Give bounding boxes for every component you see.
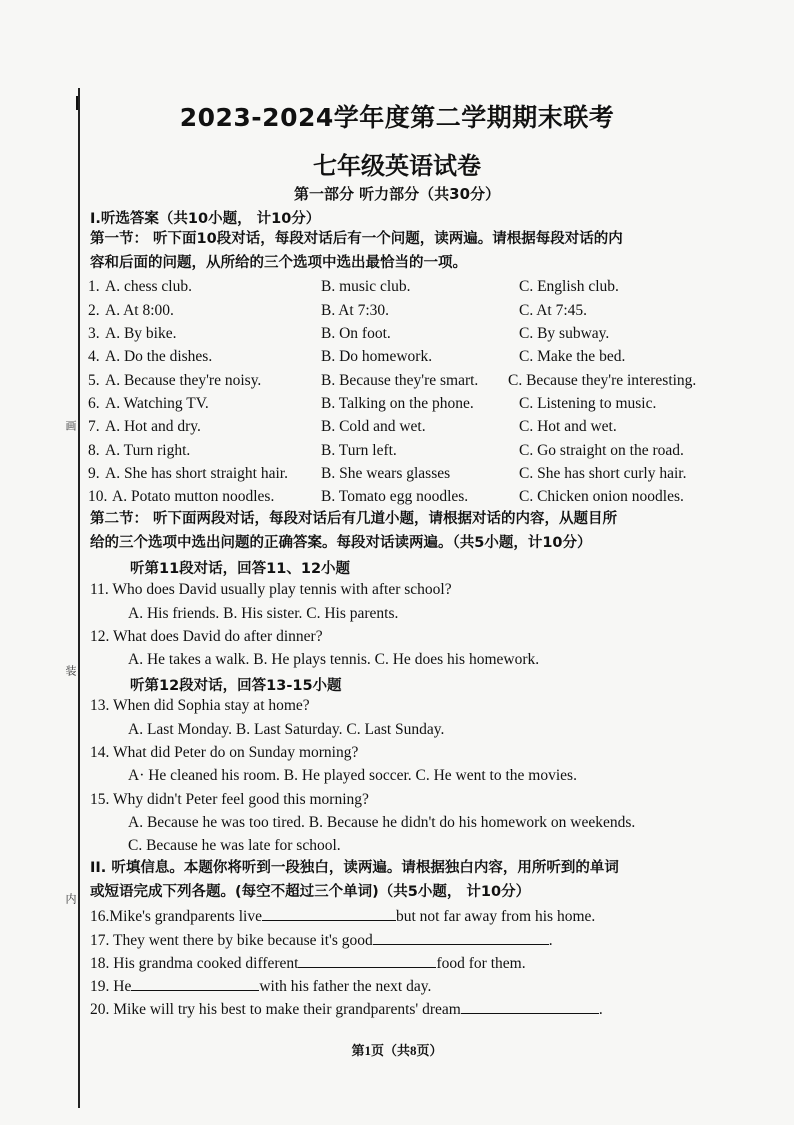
option-b: B. Do homework. (321, 348, 433, 365)
question-19-text: 19. He (90, 978, 132, 995)
question-13: 13. When did Sophia stay at home? (90, 697, 310, 714)
question-16-text: 16.Mike's grandparents live (90, 908, 262, 925)
option-b: B. Cold and wet. (321, 418, 426, 435)
option-b: B. Turn left. (321, 442, 397, 459)
option-c: C. English club. (519, 278, 619, 295)
section2-instructions-line2: 或短语完成下列各题。(每空不超过三个单词)（共5小题， 计10分） (90, 884, 531, 900)
dialogue-11-heading: 听第11段对话，回答11、12小题 (130, 561, 351, 577)
question-15: 15. Why didn't Peter feel good this morning? (90, 791, 369, 808)
dialogue-12-heading: 听第12段对话，回答13-15小题 (130, 678, 342, 694)
option-b: B. On foot. (321, 325, 391, 342)
option-b: B. At 7:30. (321, 302, 390, 319)
option-b: B. Because they're smart. (321, 372, 479, 389)
binding-margin-line (78, 88, 80, 1108)
question-number: 10. (88, 488, 108, 505)
question-number: 2. (88, 302, 100, 319)
option-a: A. chess club. (105, 278, 192, 295)
question-17-text: 17. They went there by bike because it's good (90, 932, 373, 949)
answer-blank-20[interactable] (461, 999, 599, 1014)
option-a: A. By bike. (105, 325, 177, 342)
option-c: C. Listening to music. (519, 395, 657, 412)
question-number: 1. (88, 278, 100, 295)
option-a: A. Hot and dry. (105, 418, 201, 435)
question-17-text-end: . (548, 932, 553, 949)
question-number: 4. (88, 348, 100, 365)
option-c: C. At 7:45. (519, 302, 588, 319)
question-14: 14. What did Peter do on Sunday morning? (90, 744, 359, 761)
answer-blank-18[interactable] (298, 953, 436, 968)
question-20-text: 20. Mike will try his best to make their grandparents' dream (90, 1001, 461, 1018)
option-a: A. Turn right. (105, 442, 191, 459)
question-16 (90, 906, 595, 926)
page-footer: 第1页（共8页） (351, 1043, 443, 1058)
option-a: A. Do the dishes. (105, 348, 213, 365)
question-11-options: A. His friends. B. His sister. C. His parents. (128, 605, 399, 622)
question-number: 9. (88, 465, 100, 482)
section1-instructions-line1: 第一节： 听下面10段对话，每段对话后有一个问题，读两遍。请根据每段对话的内 (90, 231, 623, 247)
option-c: C. Because they're interesting. (508, 372, 697, 389)
section1-part2-instructions-line1: 第二节： 听下面两段对话，每段对话后有几道小题，请根据对话的内容，从题目所 (90, 511, 618, 527)
option-a: A. At 8:00. (105, 302, 174, 319)
question-number: 6. (88, 395, 100, 412)
question-16-text-end: but not far away from his home. (395, 908, 596, 925)
question-number: 5. (88, 372, 100, 389)
question-14-options: A· He cleaned his room. B. He played soccer. C. He went to the movies. (128, 767, 577, 784)
question-number: 8. (88, 442, 100, 459)
question-20 (90, 999, 603, 1019)
option-c: C. Hot and wet. (519, 418, 617, 435)
option-a: A. Because they're noisy. (105, 372, 262, 389)
exam-subtitle: 七年级英语试卷 (313, 152, 481, 180)
part-heading: 第一部分 听力部分（共30分） (293, 185, 501, 203)
question-number: 3. (88, 325, 100, 342)
answer-blank-19[interactable] (131, 976, 259, 991)
question-11: 11. Who does David usually play tennis with after school? (90, 581, 452, 598)
section1-instructions-line2: 容和后面的问题，从所给的三个选项中选出最恰当的一项。 (90, 255, 467, 271)
question-19-text-end: with his father the next day. (259, 978, 432, 995)
question-12: 12. What does David do after dinner? (90, 628, 323, 645)
question-20-text-end: . (598, 1001, 603, 1018)
answer-blank-16[interactable] (262, 906, 396, 921)
option-a: A. Watching TV. (105, 395, 209, 412)
question-18-text: 18. His grandma cooked different (90, 955, 299, 972)
section2-instructions-line1: II. 听填信息。本题你将听到一段独白，读两遍。请根据独白内容，用所听到的单词 (90, 860, 619, 876)
option-b: B. Talking on the phone. (321, 395, 474, 412)
option-a: A. She has short straight hair. (105, 465, 288, 482)
question-18 (90, 953, 526, 973)
option-c: C. By subway. (519, 325, 610, 342)
option-c: C. Go straight on the road. (519, 442, 684, 459)
option-b: B. music club. (321, 278, 411, 295)
margin-mark-1: 画 (64, 420, 76, 431)
question-13-options: A. Last Monday. B. Last Saturday. C. Last Sunday. (128, 721, 445, 738)
section1-part2-instructions-line2: 给的三个选项中选出问题的正确答案。每段对话读两遍。（共5小题，计10分） (90, 535, 592, 551)
option-b: B. Tomato egg noodles. (321, 488, 469, 505)
answer-blank-17[interactable] (373, 930, 549, 945)
option-c: C. She has short curly hair. (519, 465, 687, 482)
margin-mark-2: 装 (64, 665, 76, 676)
section1-heading: I.听选答案（共10小题， 计10分） (90, 211, 321, 227)
margin-mark-3: 内 (64, 893, 76, 904)
question-15-option-c: C. Because he was late for school. (128, 837, 341, 854)
option-b: B. She wears glasses (321, 465, 451, 482)
question-17 (90, 930, 553, 950)
option-a: A. Potato mutton noodles. (112, 488, 275, 505)
option-c: C. Make the bed. (519, 348, 626, 365)
question-12-options: A. He takes a walk. B. He plays tennis. C. He does his homework. (128, 651, 540, 668)
question-number: 7. (88, 418, 100, 435)
exam-title: 2023-2024学年度第二学期期末联考 (179, 103, 615, 132)
question-18-text-end: food for them. (436, 955, 526, 972)
question-19 (90, 976, 431, 996)
option-c: C. Chicken onion noodles. (519, 488, 684, 505)
question-15-options-ab: A. Because he was too tired. B. Because he didn't do his homework on weekends. (128, 814, 636, 831)
